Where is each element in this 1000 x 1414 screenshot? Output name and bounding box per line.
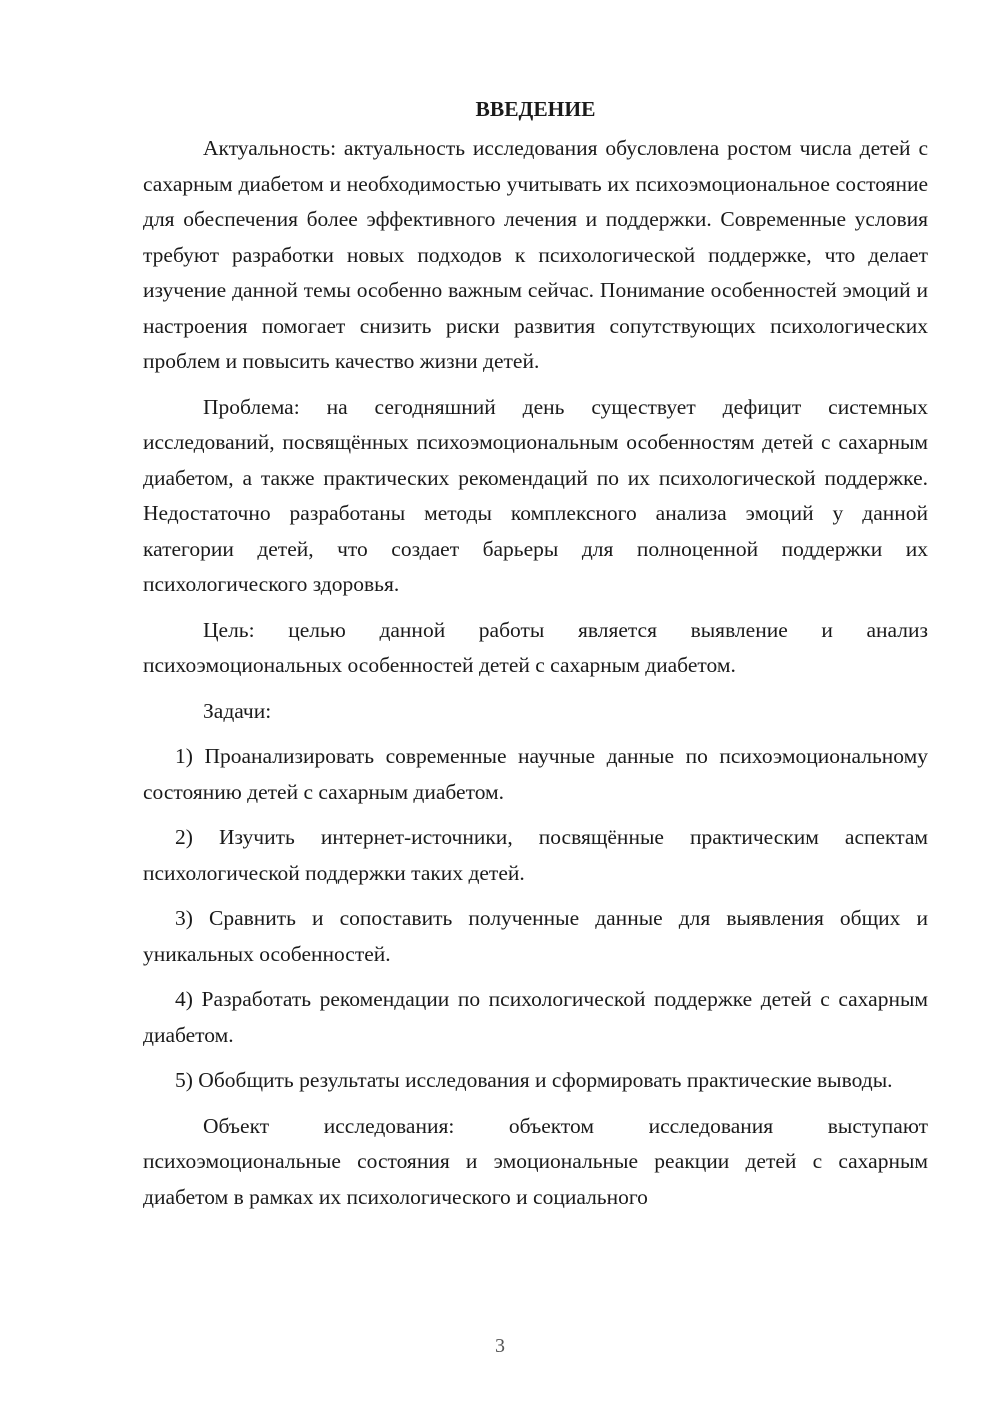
task-item-1 (143, 739, 928, 810)
paragraph-goal: Цель: целью данной работы является выявление и анализ психоэмоциональных особенностей детей с сахарным диабетом. (143, 617, 928, 677)
task-item-3 (143, 901, 928, 972)
task-text: Обобщить результаты исследования и сформировать практические выводы. (198, 1068, 893, 1092)
task-number: 5) (175, 1068, 193, 1092)
page-number: 3 (495, 1335, 505, 1357)
task-item-2 (143, 820, 928, 891)
task-number: 2) (175, 825, 193, 849)
tasks-heading: Задачи: (203, 698, 272, 723)
task-item-4 (143, 982, 928, 1053)
task-item-5 (143, 1063, 928, 1099)
task-number: 3) (175, 906, 193, 930)
paragraph-object: Объект исследования: объектом исследования выступают психоэмоциональные состояния и эмоциональные реакции детей с сахарным диабетом в рамках их психологического и социального (143, 1113, 928, 1209)
task-number: 4) (175, 987, 193, 1011)
paragraph-problem: Проблема: на сегодняшний день существует дефицит системных исследований, посвящённых психоэмоциональным особенностям детей с сахарным диабетом, а также практических рекомендаций по их психологической поддержке. Недостаточно разработаны методы комплексного анализа эмоций у данной категории детей, что создает барьеры для полноценной поддержки их психологического здоровья. (143, 394, 928, 596)
task-text: Разработать рекомендации по психологической поддержке детей с сахарным диабетом. (143, 987, 928, 1047)
task-text: Изучить интернет-источники, посвящённые практическим аспектам психологической поддержки таких детей. (143, 825, 929, 885)
task-number: 1) (175, 744, 193, 768)
task-text: Проанализировать современные научные данные по психоэмоциональному состоянию детей с сахарным диабетом. (143, 744, 928, 804)
task-text: Сравнить и сопоставить полученные данные для выявления общих и уникальных особенностей. (143, 906, 928, 966)
paragraph-relevance: Актуальность: актуальность исследования обусловлена ростом числа детей с сахарным диабетом и необходимостью учитывать их психоэмоциональное состояние для обеспечения более эффективного лечения и поддержки. Современные условия требуют разработки новых подходов к психологической поддержке, что делает изучение данной темы особенно важным сейчас. Понимание особенностей эмоций и настроения помогает снизить риски развития сопутствующих психологических проблем и повысить качество жизни детей. (143, 136, 928, 373)
page-content (143, 92, 928, 1215)
section-title: ВВЕДЕНИЕ (475, 97, 596, 121)
